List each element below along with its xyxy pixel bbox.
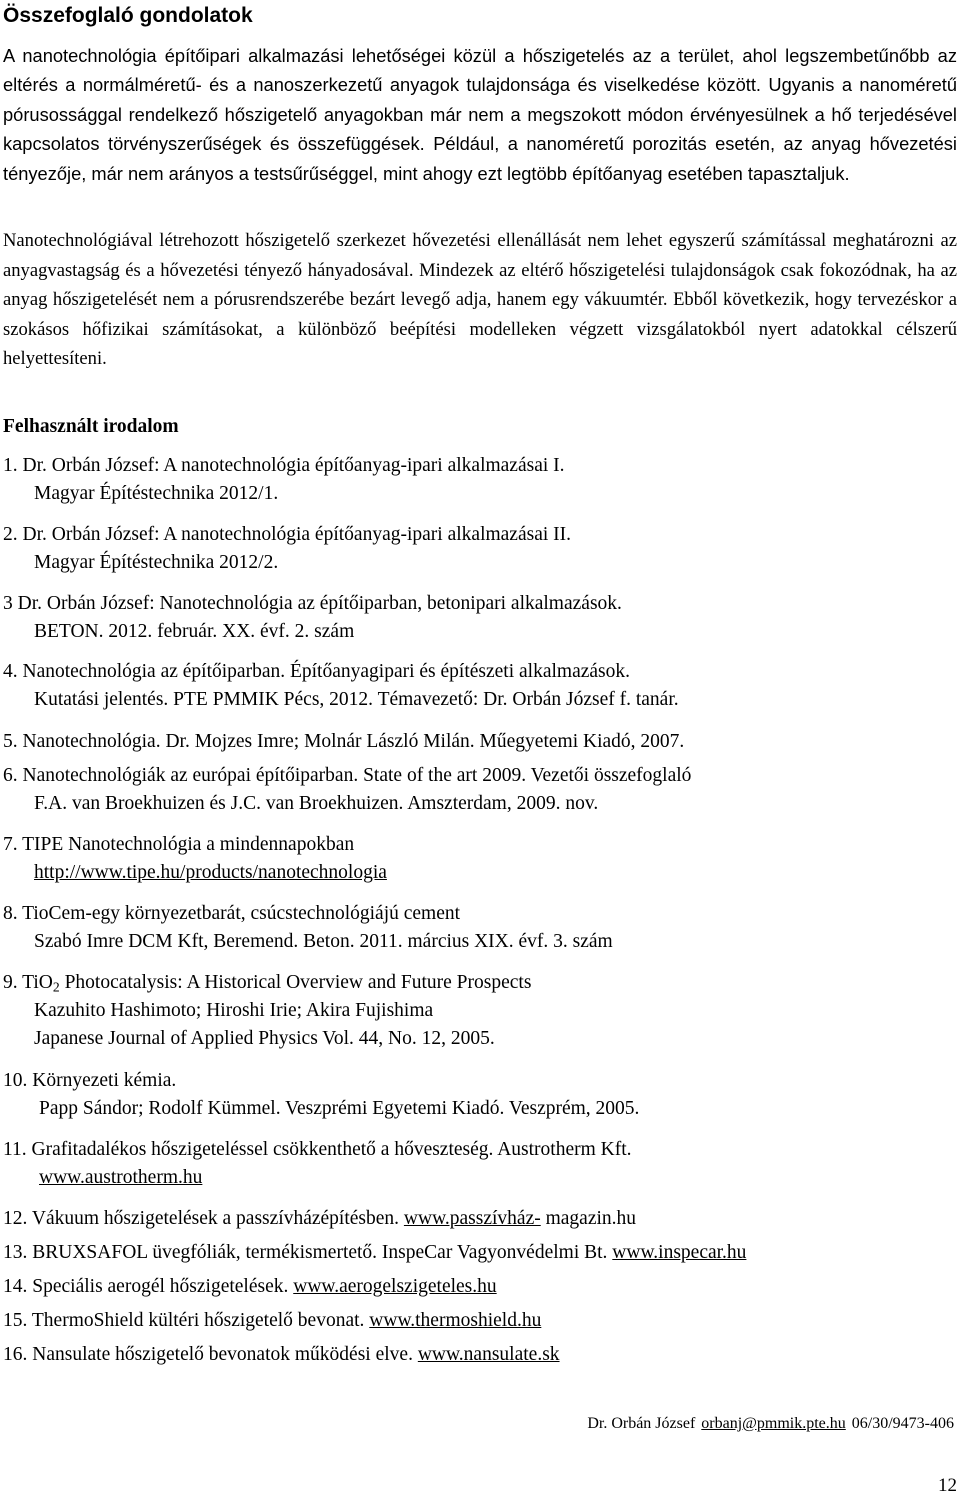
- reference-item-15: [3, 1307, 541, 1335]
- reference-text-tail: magazin.hu: [540, 1208, 637, 1229]
- reference-text: 1. Dr. Orbán József: A nanotechnológia építőanyag-ipari alkalmazásai I.: [3, 455, 565, 476]
- reference-item-11: [3, 1136, 632, 1192]
- reference-text: 15. ThermoShield kültéri hőszigetelő bevonat.: [3, 1310, 370, 1331]
- subscript: 2: [52, 979, 60, 995]
- reference-text: 2. Dr. Orbán József: A nanotechnológia építőanyag-ipari alkalmazásai II.: [3, 524, 572, 545]
- reference-source: Magyar Építéstechnika 2012/2.: [34, 552, 279, 573]
- reference-source: Szabó Imre DCM Kft, Beremend. Beton. 2011. március XIX. évf. 3. szám: [34, 931, 613, 952]
- reference-source: Japanese Journal of Applied Physics Vol. 44, No. 12, 2005.: [34, 1028, 495, 1049]
- reference-text: 13. BRUXSAFOL üvegfóliák, termékismertető. InspeCar Vagyonvédelmi Bt.: [3, 1242, 613, 1263]
- reference-text: 16. Nansulate hőszigetelő bevonatok működési elve.: [3, 1344, 418, 1365]
- reference-link[interactable]: www.thermoshield.hu: [369, 1310, 542, 1331]
- reference-link[interactable]: www.passzívház-: [403, 1208, 541, 1229]
- reference-text: 4. Nanotechnológia az építőiparban. Építőanyagipari és építészeti alkalmazások.: [3, 661, 631, 682]
- reference-item-2: [3, 521, 571, 577]
- reference-item-3: [3, 590, 622, 646]
- reference-source: F.A. van Broekhuizen és J.C. van Broekhuizen. Amszterdam, 2009. nov.: [34, 793, 599, 814]
- summary-paragraph-1: A nanotechnológia építőipari alkalmazási lehetőségei közül a hőszigetelés az a terület, ahol legszembetűnőbb az eltérés a normálméretű- és a nanoszerkezetű anyagok tulajdonsága és viselkedése között. Ugyanis a nanoméretű pórusossággal rendelkező hőszigetelő anyagokban már nem a megszokott módon érvényesülnek a hő terjedésével kapcsolatos törvényszerűségek és összefüggések. Például, a nanoméretű porozitás esetén, az anyag hővezetési tényezője, már nem arányos a testsűrűséggel, mint ahogy ezt legtöbb építőanyag esetében tapasztaljuk.: [3, 45, 957, 184]
- reference-text: 5. Nanotechnológia. Dr. Mojzes Imre; Molnár László Milán. Műegyetemi Kiadó, 2007.: [3, 731, 685, 752]
- footer-author: Dr. Orbán József: [587, 1415, 696, 1432]
- footer-email-link[interactable]: orbanj@pmmik.pte.hu: [701, 1415, 846, 1432]
- summary-paragraph-2: Nanotechnológiával létrehozott hőszigetelő szerkezet hővezetési ellenállását nem lehet egyszerű számítással meghatározni az anyagvastagság és a hővezetési tényező hányadosával. Mindezek az eltérő hőszigetelési tulajdonságok csak fokozódnak, ha az anyag hőszigetelését nem a pórusrendszerébe bezárt levegő adja, hanem egy vákuumtér. Ebből következik, hogy tervezéskor a szokásos hőfizikai számításokat, a különböző beépítési modelleken végzett vizsgálatokból nyert adatokkal célszerű helyettesíteni.: [3, 230, 957, 370]
- reference-item-7: [3, 831, 387, 887]
- reference-source: BETON. 2012. február. XX. évf. 2. szám: [34, 621, 355, 642]
- reference-item-5: [3, 728, 684, 756]
- reference-source: Kutatási jelentés. PTE PMMIK Pécs, 2012. Témavezető: Dr. Orbán József f. tanár.: [34, 689, 679, 710]
- reference-item-9: [3, 969, 531, 1053]
- reference-item-10: [3, 1067, 639, 1123]
- reference-item-12: [3, 1205, 636, 1233]
- reference-item-6: [3, 762, 691, 818]
- reference-link[interactable]: www.aerogelszigeteles.hu: [293, 1276, 497, 1297]
- reference-item-8: [3, 900, 613, 956]
- reference-text: 7. TIPE Nanotechnológia a mindennapokban: [3, 834, 355, 855]
- reference-text: 11. Grafitadalékos hőszigeteléssel csökkenthető a hőveszteség. Austrotherm Kft.: [3, 1139, 632, 1160]
- reference-text: 10. Környezeti kémia.: [3, 1070, 177, 1091]
- section-heading: Összefoglaló gondolatok: [3, 4, 253, 27]
- reference-link[interactable]: www.inspecar.hu: [612, 1242, 747, 1263]
- reference-text: 12. Vákuum hőszigetelések a passzívházépítésben.: [3, 1208, 404, 1229]
- reference-link[interactable]: www.nansulate.sk: [417, 1344, 560, 1365]
- reference-item-16: [3, 1341, 560, 1369]
- reference-item-1: [3, 452, 565, 508]
- page-number: 12: [938, 1475, 957, 1496]
- reference-item-13: [3, 1239, 746, 1267]
- reference-authors: Kazuhito Hashimoto; Hiroshi Irie; Akira Fujishima: [34, 1000, 434, 1021]
- reference-source: Papp Sándor; Rodolf Kümmel. Veszprémi Egyetemi Kiadó. Veszprém, 2005.: [39, 1098, 640, 1119]
- reference-text: 3 Dr. Orbán József: Nanotechnológia az építőiparban, betonipari alkalmazások.: [3, 593, 622, 614]
- reference-link[interactable]: http://www.tipe.hu/products/nanotechnologia: [34, 862, 387, 883]
- reference-text: 9. TiO$_2$ Photocatalysis: A Historical Overview and Future Prospects: [3, 972, 532, 995]
- reference-text: 6. Nanotechnológiák az európai építőiparban. State of the art 2009. Vezetői összefoglaló: [3, 765, 692, 786]
- footer-contact: [587, 1412, 954, 1436]
- footer-phone: 06/30/9473-406: [851, 1415, 954, 1432]
- reference-item-14: [3, 1273, 497, 1301]
- reference-source: Magyar Építéstechnika 2012/1.: [34, 483, 279, 504]
- reference-text: 14. Speciális aerogél hőszigetelések.: [3, 1276, 294, 1297]
- reference-link[interactable]: www.austrotherm.hu: [39, 1167, 203, 1188]
- references-title: Felhasznált irodalom: [3, 416, 179, 437]
- reference-item-4: [3, 658, 679, 714]
- reference-text: 8. TioCem-egy környezetbarát, csúcstechnológiájú cement: [3, 903, 461, 924]
